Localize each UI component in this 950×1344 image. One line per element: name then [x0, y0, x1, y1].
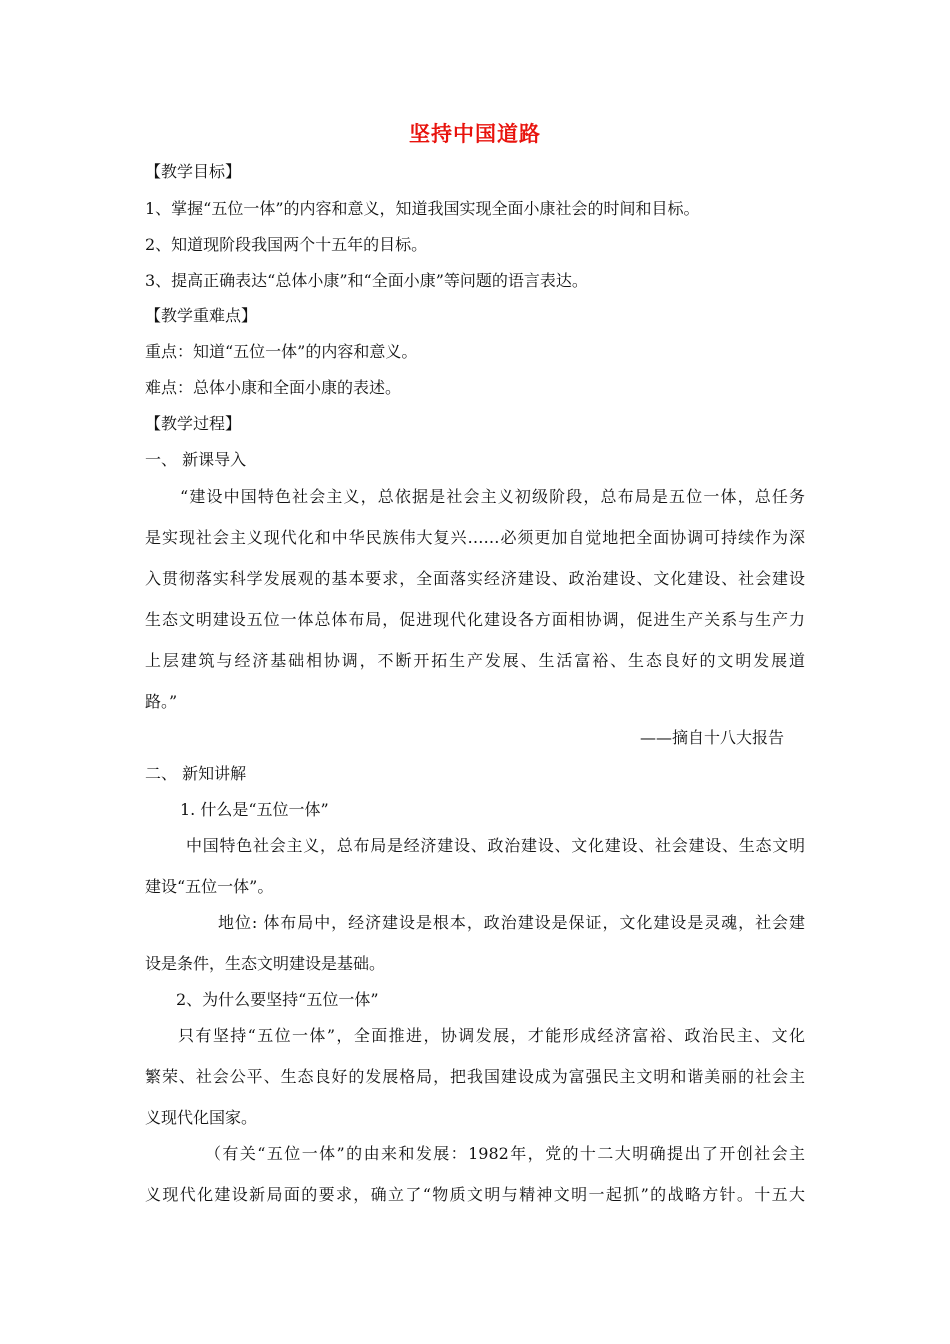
quote-line: 路。” [145, 692, 178, 711]
part-2-heading: 二、 新知讲解 [145, 764, 247, 783]
sub-2-line: 繁荣、社会公平、生态良好的发展格局，把我国建设成为富强民主文明和谐美丽的社会主 [145, 1067, 805, 1086]
sub-1-line: 建设“五位一体”。 [145, 877, 274, 896]
quote-line: “建设中国特色社会主义，总依据是社会主义初级阶段，总布局是五位一体，总任务 [180, 487, 805, 506]
quote-line: 生态文明建设五位一体总体布局，促进现代化建设各方面相协调，促进生产关系与生产力 [145, 610, 805, 629]
goal-3: 3、提高正确表达“总体小康”和“全面小康”等问题的语言表达。 [145, 271, 588, 290]
goal-2: 2、知道现阶段我国两个十五年的目标。 [145, 235, 428, 254]
key-point: 重点：知道“五位一体”的内容和意义。 [145, 342, 418, 361]
sub-2-line: 义现代化国家。 [145, 1108, 258, 1127]
quote-line: 上层建筑与经济基础相协调，不断开拓生产发展、生活富裕、生态良好的文明发展道 [145, 651, 805, 670]
sub-2-heading: 2、为什么要坚持“五位一体” [176, 990, 379, 1009]
sub-1-heading: 1. 什么是“五位一体” [180, 800, 329, 819]
process-heading: 【教学过程】 [145, 414, 242, 433]
status-line: 设是条件，生态文明建设是基础。 [145, 954, 386, 973]
sub-1-line: 中国特色社会主义，总布局是经济建设、政治建设、文化建设、社会建设、生态文明 [186, 836, 805, 855]
history-line: 义现代化建设新局面的要求，确立了“物质文明与精神文明一起抓”的战略方针。十五大 [145, 1185, 805, 1204]
quote-line: 入贯彻落实科学发展观的基本要求，全面落实经济建设、政治建设、文化建设、社会建设 [145, 569, 805, 588]
quote-source: ——摘自十八大报告 [640, 728, 785, 747]
part-1-heading: 一、 新课导入 [145, 450, 247, 469]
difficult-point: 难点：总体小康和全面小康的表述。 [145, 378, 402, 397]
goals-heading: 【教学目标】 [145, 162, 242, 181]
document-title: 坚持中国道路 [409, 121, 541, 146]
quote-line: 是实现社会主义现代化和中华民族伟大复兴……必须更加自觉地把全面协调可持续作为深 [145, 528, 805, 547]
status-line: 地位: 体布局中，经济建设是根本，政治建设是保证，文化建设是灵魂，社会建 [218, 913, 805, 932]
keypoints-heading: 【教学重难点】 [145, 306, 258, 325]
goal-1: 1、掌握“五位一体”的内容和意义，知道我国实现全面小康社会的时间和目标。 [145, 199, 700, 218]
history-line: （有关“五位一体”的由来和发展：1982年，党的十二大明确提出了开创社会主 [205, 1144, 805, 1163]
sub-2-line: 只有坚持“五位一体”，全面推进，协调发展，才能形成经济富裕、政治民主、文化 [178, 1026, 805, 1045]
